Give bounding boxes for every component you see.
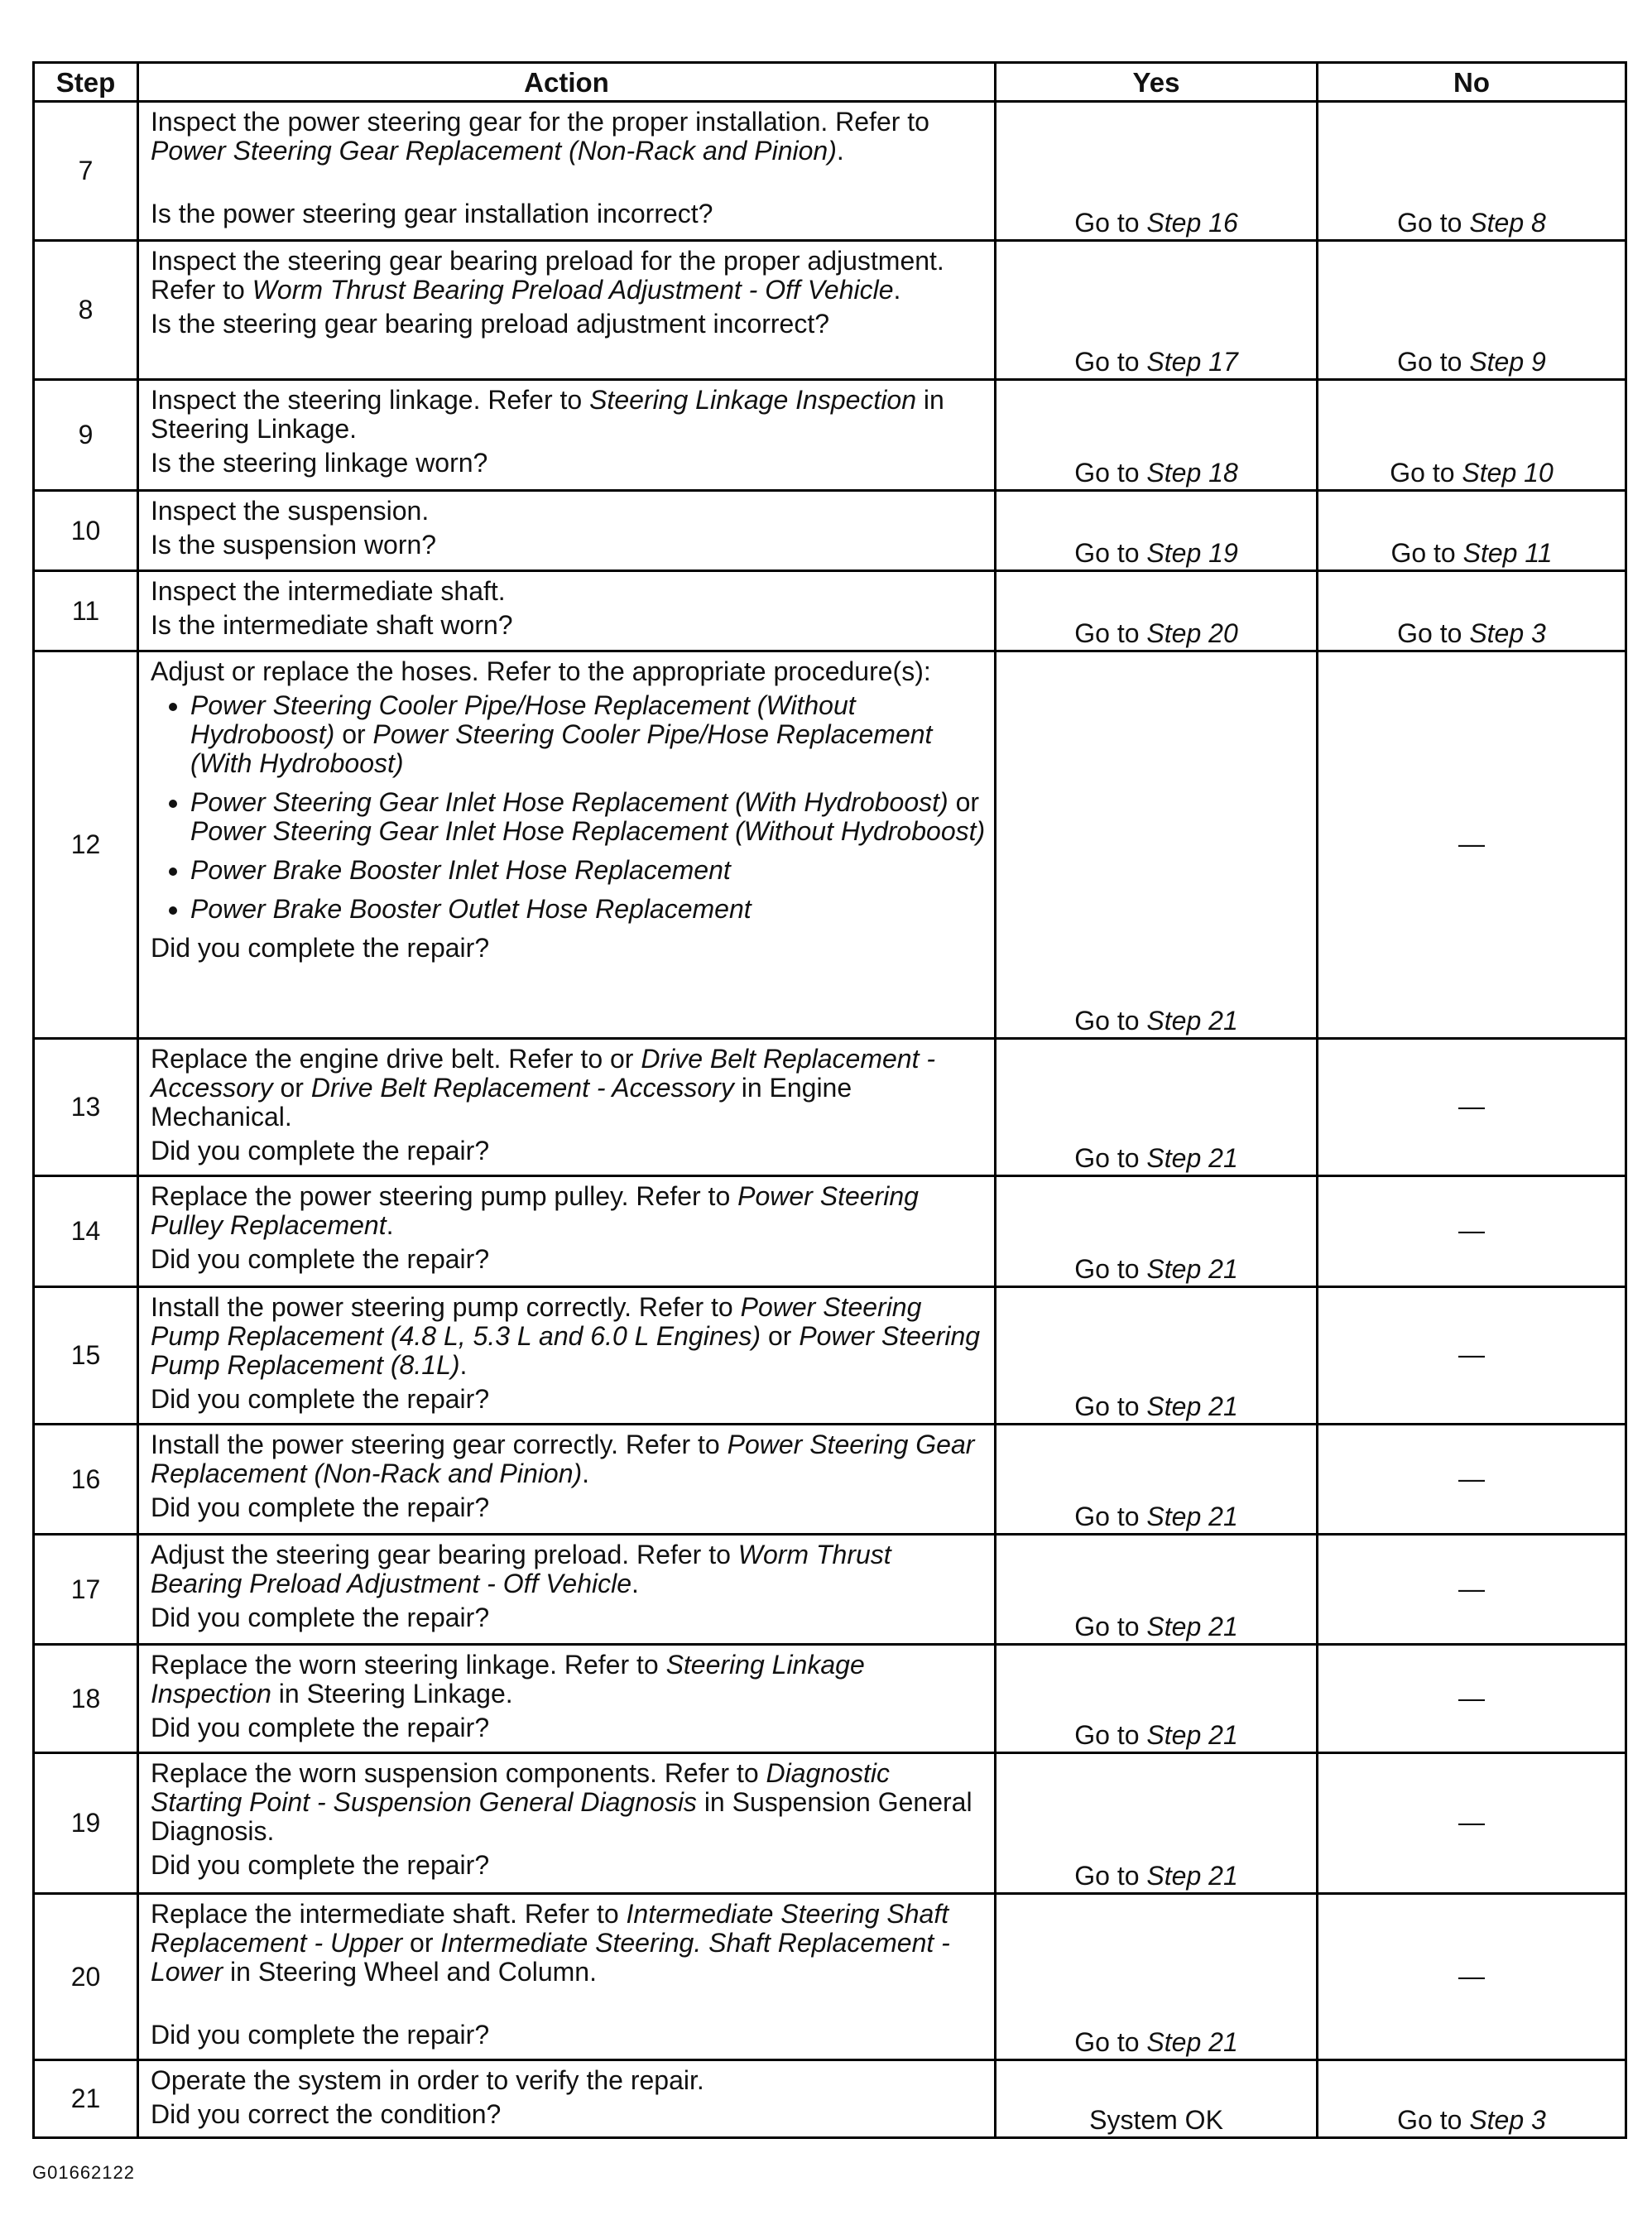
spacer (151, 166, 986, 195)
yes-step-ref: Step 18 (1146, 458, 1238, 488)
table-header-row (34, 63, 1626, 102)
action-cell (138, 491, 996, 571)
yes-step-ref: Step 19 (1146, 538, 1238, 568)
action-part: in Steering Wheel and Column. (223, 1957, 597, 1987)
yes-step-ref: Step 21 (1146, 1391, 1238, 1421)
action-text (151, 1045, 986, 1132)
reference-link: Power Steering Pulley Replacement (151, 1181, 919, 1240)
action-cell (138, 1039, 996, 1176)
reference-link: Power Steering Cooler Pipe/Hose Replacement (With Hydroboost) (190, 719, 933, 778)
no-prefix: Go to (1390, 458, 1462, 488)
no-step-ref: Step 3 (1469, 2105, 1546, 2135)
step-number: 16 (34, 1425, 138, 1535)
action-text: Inspect the intermediate shaft. (151, 576, 506, 606)
question-text: Did you complete the repair? (151, 2020, 490, 2050)
question-text: Is the intermediate shaft worn? (151, 610, 513, 640)
yes-step-ref: Step 21 (1146, 1502, 1238, 1531)
table-row (34, 1535, 1626, 1645)
reference-link: Power Steering Gear Inlet Hose Replacement (Without Hydroboost) (190, 816, 986, 846)
step-number: 13 (34, 1039, 138, 1176)
yes-cell (996, 651, 1318, 1039)
table-row (34, 1645, 1626, 1753)
action-part: Inspect the power steering gear for the proper installation. Refer to (151, 107, 929, 137)
yes-cell (996, 1039, 1318, 1176)
yes-step-ref: Step 21 (1146, 1720, 1238, 1750)
reference-link: Power Brake Booster Outlet Hose Replacement (190, 894, 752, 924)
action-cell (138, 380, 996, 491)
no-cell (1318, 241, 1626, 380)
yes-cell (996, 1894, 1318, 2060)
table-row (34, 1176, 1626, 1287)
action-text (151, 247, 986, 305)
action-part: or (272, 1073, 311, 1103)
question-text: Is the suspension worn? (151, 530, 437, 560)
step-number: 9 (34, 380, 138, 491)
action-part: . (632, 1569, 639, 1598)
table-row (34, 1287, 1626, 1425)
no-prefix: Go to (1397, 618, 1470, 648)
reference-link: Power Steering Pump Replacement (4.8 L, 5.3 L and 6.0 L Engines) (151, 1292, 922, 1351)
action-cell (138, 1287, 996, 1425)
yes-prefix: Go to (1074, 208, 1147, 238)
question-text: Did you complete the repair? (151, 1603, 490, 1632)
no-step-ref: Step 11 (1462, 538, 1553, 568)
action-part: in Steering Linkage. (271, 1679, 513, 1709)
action-text (151, 1900, 986, 1987)
reference-link: Steering Linkage Inspection (589, 385, 917, 415)
yes-prefix: Go to (1074, 1391, 1147, 1421)
list-item (190, 691, 986, 778)
yes-step-ref: Step 21 (1146, 1861, 1238, 1891)
table-row (34, 1425, 1626, 1535)
action-cell (138, 1176, 996, 1287)
no-cell: — (1318, 1039, 1626, 1176)
action-part: Install the power steering gear correctly. Refer to (151, 1430, 728, 1459)
yes-cell (996, 102, 1318, 241)
action-part: Inspect the steering linkage. Refer to (151, 385, 590, 415)
yes-prefix: Go to (1074, 1861, 1147, 1891)
figure-id: G01662122 (32, 2162, 135, 2183)
no-cell (1318, 380, 1626, 491)
yes-prefix: Go to (1074, 2027, 1147, 2057)
reference-link: Power Steering Gear Replacement (Non-Rack and Pinion) (151, 136, 837, 166)
action-part: in Steering Linkage. (151, 385, 944, 444)
no-prefix: Go to (1397, 208, 1470, 238)
no-cell: — (1318, 1645, 1626, 1753)
action-part: Install the power steering pump correctly. Refer to (151, 1292, 741, 1322)
question-text: Did you complete the repair? (151, 1384, 490, 1414)
question-text: Did you correct the condition? (151, 2099, 502, 2129)
list-connector: or (948, 787, 980, 817)
action-text: Operate the system in order to verify the repair. (151, 2065, 704, 2095)
yes-prefix: Go to (1074, 1502, 1147, 1531)
table-row (34, 1753, 1626, 1894)
reference-link: Worm Thrust Bearing Preload Adjustment - Off Vehicle (252, 275, 894, 305)
action-cell (138, 2060, 996, 2138)
list-item (190, 895, 986, 924)
question-text: Did you complete the repair? (151, 1136, 490, 1165)
action-part: Replace the worn suspension components. Refer to (151, 1758, 766, 1788)
yes-cell: System OK (996, 2060, 1318, 2138)
yes-step-ref: Step 21 (1146, 1612, 1238, 1641)
action-part: Replace the engine drive belt. Refer to or (151, 1044, 641, 1074)
action-part: in Engine Mechanical. (151, 1073, 852, 1132)
action-part: Adjust the steering gear bearing preload. Refer to (151, 1540, 738, 1569)
action-text (151, 1182, 986, 1240)
table-row (34, 2060, 1626, 2138)
reference-link: Steering Linkage Inspection (151, 1650, 865, 1709)
yes-step-ref: Step 21 (1146, 2027, 1238, 2057)
reference-link: Power Steering Gear Inlet Hose Replacement (With Hydroboost) (190, 787, 948, 817)
question-text: Is the steering gear bearing preload adjustment incorrect? (151, 309, 830, 339)
yes-step-ref: Step 21 (1146, 1254, 1238, 1284)
no-step-ref: Step 8 (1469, 208, 1546, 238)
table-row (34, 651, 1626, 1039)
action-text (151, 1651, 986, 1709)
no-cell: — (1318, 651, 1626, 1039)
yes-step-ref: Step 20 (1146, 618, 1238, 648)
reference-link: Intermediate Steering Shaft Replacement - Upper (151, 1899, 949, 1958)
action-part: . (836, 136, 844, 166)
action-cell (138, 241, 996, 380)
question-text: Is the power steering gear installation incorrect? (151, 199, 713, 228)
yes-prefix: Go to (1074, 1006, 1147, 1036)
no-prefix: Go to (1397, 347, 1470, 377)
action-text (151, 108, 986, 166)
step-number: 15 (34, 1287, 138, 1425)
action-text (151, 1759, 986, 1846)
step-number: 17 (34, 1535, 138, 1645)
yes-cell (996, 1753, 1318, 1894)
reference-link: Drive Belt Replacement - Accessory (310, 1073, 734, 1103)
yes-cell (996, 1535, 1318, 1645)
action-part: Replace the worn steering linkage. Refer to (151, 1650, 666, 1680)
yes-cell (996, 571, 1318, 651)
action-part: in Suspension General Diagnosis. (151, 1787, 972, 1846)
no-cell (1318, 571, 1626, 651)
action-part: . (386, 1210, 394, 1240)
procedure-list (151, 691, 986, 924)
reference-link: Power Steering Cooler Pipe/Hose Replacement (Without Hydroboost) (190, 690, 856, 749)
no-cell: — (1318, 1535, 1626, 1645)
question-text: Did you complete the repair? (151, 1492, 490, 1522)
list-item (190, 788, 986, 846)
table-row (34, 380, 1626, 491)
action-part: . (459, 1350, 468, 1380)
reference-link: Power Steering Pump Replacement (8.1L) (151, 1321, 981, 1380)
reference-link: Intermediate Steering. Shaft Replacement - Lower (151, 1928, 950, 1987)
step-number: 19 (34, 1753, 138, 1894)
question-text: Did you complete the repair? (151, 1244, 490, 1274)
action-part: Replace the power steering pump pulley. Refer to (151, 1181, 738, 1211)
reference-link: Power Brake Booster Inlet Hose Replacement (190, 855, 731, 885)
diagnostic-table-container (32, 61, 1625, 2139)
yes-prefix: Go to (1074, 347, 1147, 377)
action-part: . (893, 275, 901, 305)
action-part: Inspect the steering gear bearing preload for the proper adjustment. Refer to (151, 246, 944, 305)
step-number: 18 (34, 1645, 138, 1753)
header-no: No (1318, 63, 1626, 102)
action-cell (138, 1894, 996, 2060)
yes-cell (996, 1645, 1318, 1753)
table-row (34, 1894, 1626, 2060)
step-number: 11 (34, 571, 138, 651)
step-number: 8 (34, 241, 138, 380)
yes-cell (996, 1287, 1318, 1425)
yes-step-ref: Step 21 (1146, 1143, 1238, 1173)
yes-prefix: Go to (1074, 538, 1147, 568)
reference-link: Worm Thrust Bearing Preload Adjustment - Off Vehicle (151, 1540, 891, 1598)
no-prefix: Go to (1390, 538, 1463, 568)
yes-prefix: Go to (1074, 458, 1147, 488)
step-number: 12 (34, 651, 138, 1039)
yes-step-ref: Step 21 (1146, 1006, 1238, 1036)
list-connector: or (334, 719, 373, 749)
yes-prefix: Go to (1074, 1612, 1147, 1641)
question-text: Did you complete the repair? (151, 933, 490, 963)
action-cell (138, 1645, 996, 1753)
step-number: 7 (34, 102, 138, 241)
yes-cell (996, 241, 1318, 380)
yes-cell (996, 380, 1318, 491)
reference-link: Power Steering Gear Replacement (Non-Rack and Pinion) (151, 1430, 975, 1488)
table-row (34, 571, 1626, 651)
table-row (34, 241, 1626, 380)
step-number: 21 (34, 2060, 138, 2138)
no-cell: — (1318, 1287, 1626, 1425)
action-cell (138, 1425, 996, 1535)
table-row (34, 102, 1626, 241)
no-cell: — (1318, 1753, 1626, 1894)
action-text (151, 1540, 986, 1598)
action-cell (138, 102, 996, 241)
diagnostic-table (32, 61, 1627, 2139)
question-text: Did you complete the repair? (151, 1713, 490, 1742)
action-cell (138, 1535, 996, 1645)
action-part: Replace the intermediate shaft. Refer to (151, 1899, 627, 1929)
step-number: 20 (34, 1894, 138, 2060)
action-cell (138, 1753, 996, 1894)
action-cell (138, 651, 996, 1039)
header-step: Step (34, 63, 138, 102)
action-part: or (402, 1928, 441, 1958)
action-part: . (582, 1459, 590, 1488)
yes-prefix: Go to (1074, 1254, 1147, 1284)
no-step-ref: Step 10 (1462, 458, 1554, 488)
no-cell: — (1318, 1425, 1626, 1535)
no-cell (1318, 491, 1626, 571)
table-row (34, 1039, 1626, 1176)
yes-prefix: Go to (1074, 1720, 1147, 1750)
no-cell (1318, 102, 1626, 241)
yes-cell (996, 1176, 1318, 1287)
no-step-ref: Step 9 (1469, 347, 1546, 377)
yes-cell (996, 491, 1318, 571)
yes-prefix: Go to (1074, 1143, 1147, 1173)
list-item (190, 856, 986, 885)
action-text: Adjust or replace the hoses. Refer to the appropriate procedure(s): (151, 656, 931, 686)
step-number: 10 (34, 491, 138, 571)
no-cell (1318, 2060, 1626, 2138)
no-cell: — (1318, 1894, 1626, 2060)
no-prefix: Go to (1397, 2105, 1470, 2135)
yes-step-ref: Step 17 (1146, 347, 1238, 377)
no-cell: — (1318, 1176, 1626, 1287)
question-text: Did you complete the repair? (151, 1850, 490, 1880)
yes-prefix: Go to (1074, 618, 1147, 648)
question-text: Is the steering linkage worn? (151, 448, 488, 478)
action-text (151, 1430, 986, 1488)
table-row (34, 491, 1626, 571)
reference-link: Diagnostic Starting Point - Suspension General Diagnosis (151, 1758, 890, 1817)
action-text (151, 386, 986, 444)
spacer (151, 1987, 986, 2016)
header-action: Action (138, 63, 996, 102)
action-part: or (761, 1321, 800, 1351)
no-step-ref: Step 3 (1469, 618, 1546, 648)
action-text: Inspect the suspension. (151, 496, 430, 526)
yes-cell (996, 1425, 1318, 1535)
action-text (151, 1293, 986, 1380)
yes-step-ref: Step 16 (1146, 208, 1238, 238)
header-yes: Yes (996, 63, 1318, 102)
step-number: 14 (34, 1176, 138, 1287)
reference-link: Drive Belt Replacement - Accessory (151, 1044, 936, 1103)
action-cell (138, 571, 996, 651)
